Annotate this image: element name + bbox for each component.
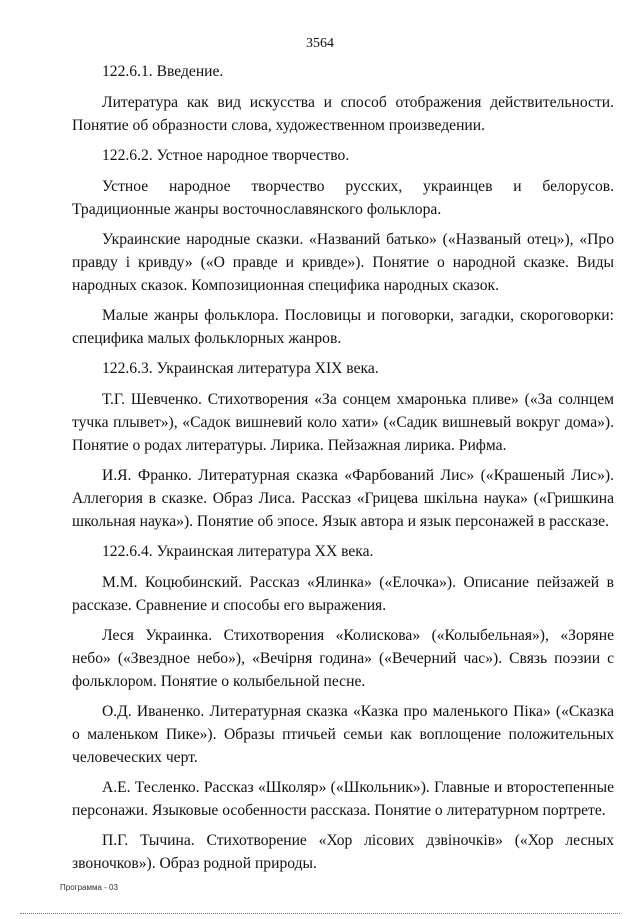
- section-heading: 122.6.1. Введение.: [102, 63, 224, 80]
- paragraph: Устное народное творчество русских, украинцев и белорусов. Традиционные жанры восточнославянского фольклора.: [72, 178, 614, 218]
- paragraph: М.М. Коцюбинский. Рассказ «Ялинка» («Елочка»). Описание пейзажей в рассказе. Сравнение и способы его выражения.: [72, 574, 614, 614]
- paragraph: А.Е. Тесленко. Рассказ «Школяр» («Школьник»). Главные и второстепенные персонажи. Языковые особенности рассказа. Понятие о литературном портрете.: [72, 779, 614, 819]
- paragraph: Т.Г. Шевченко. Стихотворения «За сонцем хмаронька пливе» («За солнцем тучка плывет»), «Садок вишневий коло хати» («Садик вишневый вокруг дома»). Понятие о родах литературы. Лирика. Пейзажная лирика. Рифма.: [72, 391, 614, 454]
- paragraph: И.Я. Франко. Литературная сказка «Фарбований Лис» («Крашеный Лис»). Аллегория в сказке. Образ Лиса. Рассказ «Грицева шкільна наука» («Гришкина школьная наука»). Понятие об эпосе. Язык автора и язык персонажей в рассказе.: [72, 467, 614, 530]
- paragraph: Леся Украинка. Стихотворения «Колискова» («Колыбельная»), «Зоряне небо» («Звездное небо»), «Вечірня година» («Вечерний час»). Связь поэзии с фольклором. Понятие о колыбельной песне.: [72, 627, 614, 690]
- paragraph: Литература как вид искусства и способ отображения действительности. Понятие об образности слова, художественном произведении.: [72, 94, 614, 134]
- scan-edge-divider: [20, 913, 620, 914]
- paragraph: П.Г. Тычина. Стихотворение «Хор лісових дзвіночків» («Хор лесных звоночков»). Образ родной природы.: [72, 832, 614, 872]
- page-body: [72, 60, 614, 882]
- footer-label: Программа - 03: [60, 883, 118, 892]
- page-number: 3564: [306, 36, 334, 51]
- paragraph: Малые жанры фольклора. Пословицы и поговорки, загадки, скороговорки: специфика малых фольклорных жанров.: [72, 307, 614, 347]
- paragraph: Украинские народные сказки. «Названий батько» («Названый отец»), «Про правду і кривду» («О правде и кривде»). Понятие о народной сказке. Виды народных сказок. Композиционная специфика народных сказок.: [72, 231, 614, 294]
- section-heading: 122.6.4. Украинская литература XX века.: [102, 543, 374, 560]
- section-heading: 122.6.2. Устное народное творчество.: [102, 147, 350, 164]
- section-heading: 122.6.3. Украинская литература XIX века.: [102, 360, 379, 377]
- paragraph: О.Д. Иваненко. Литературная сказка «Казка про маленького Піка» («Сказка о маленьком Пике»). Образы птичьей семьи как воплощение положительных человеческих черт.: [72, 703, 614, 766]
